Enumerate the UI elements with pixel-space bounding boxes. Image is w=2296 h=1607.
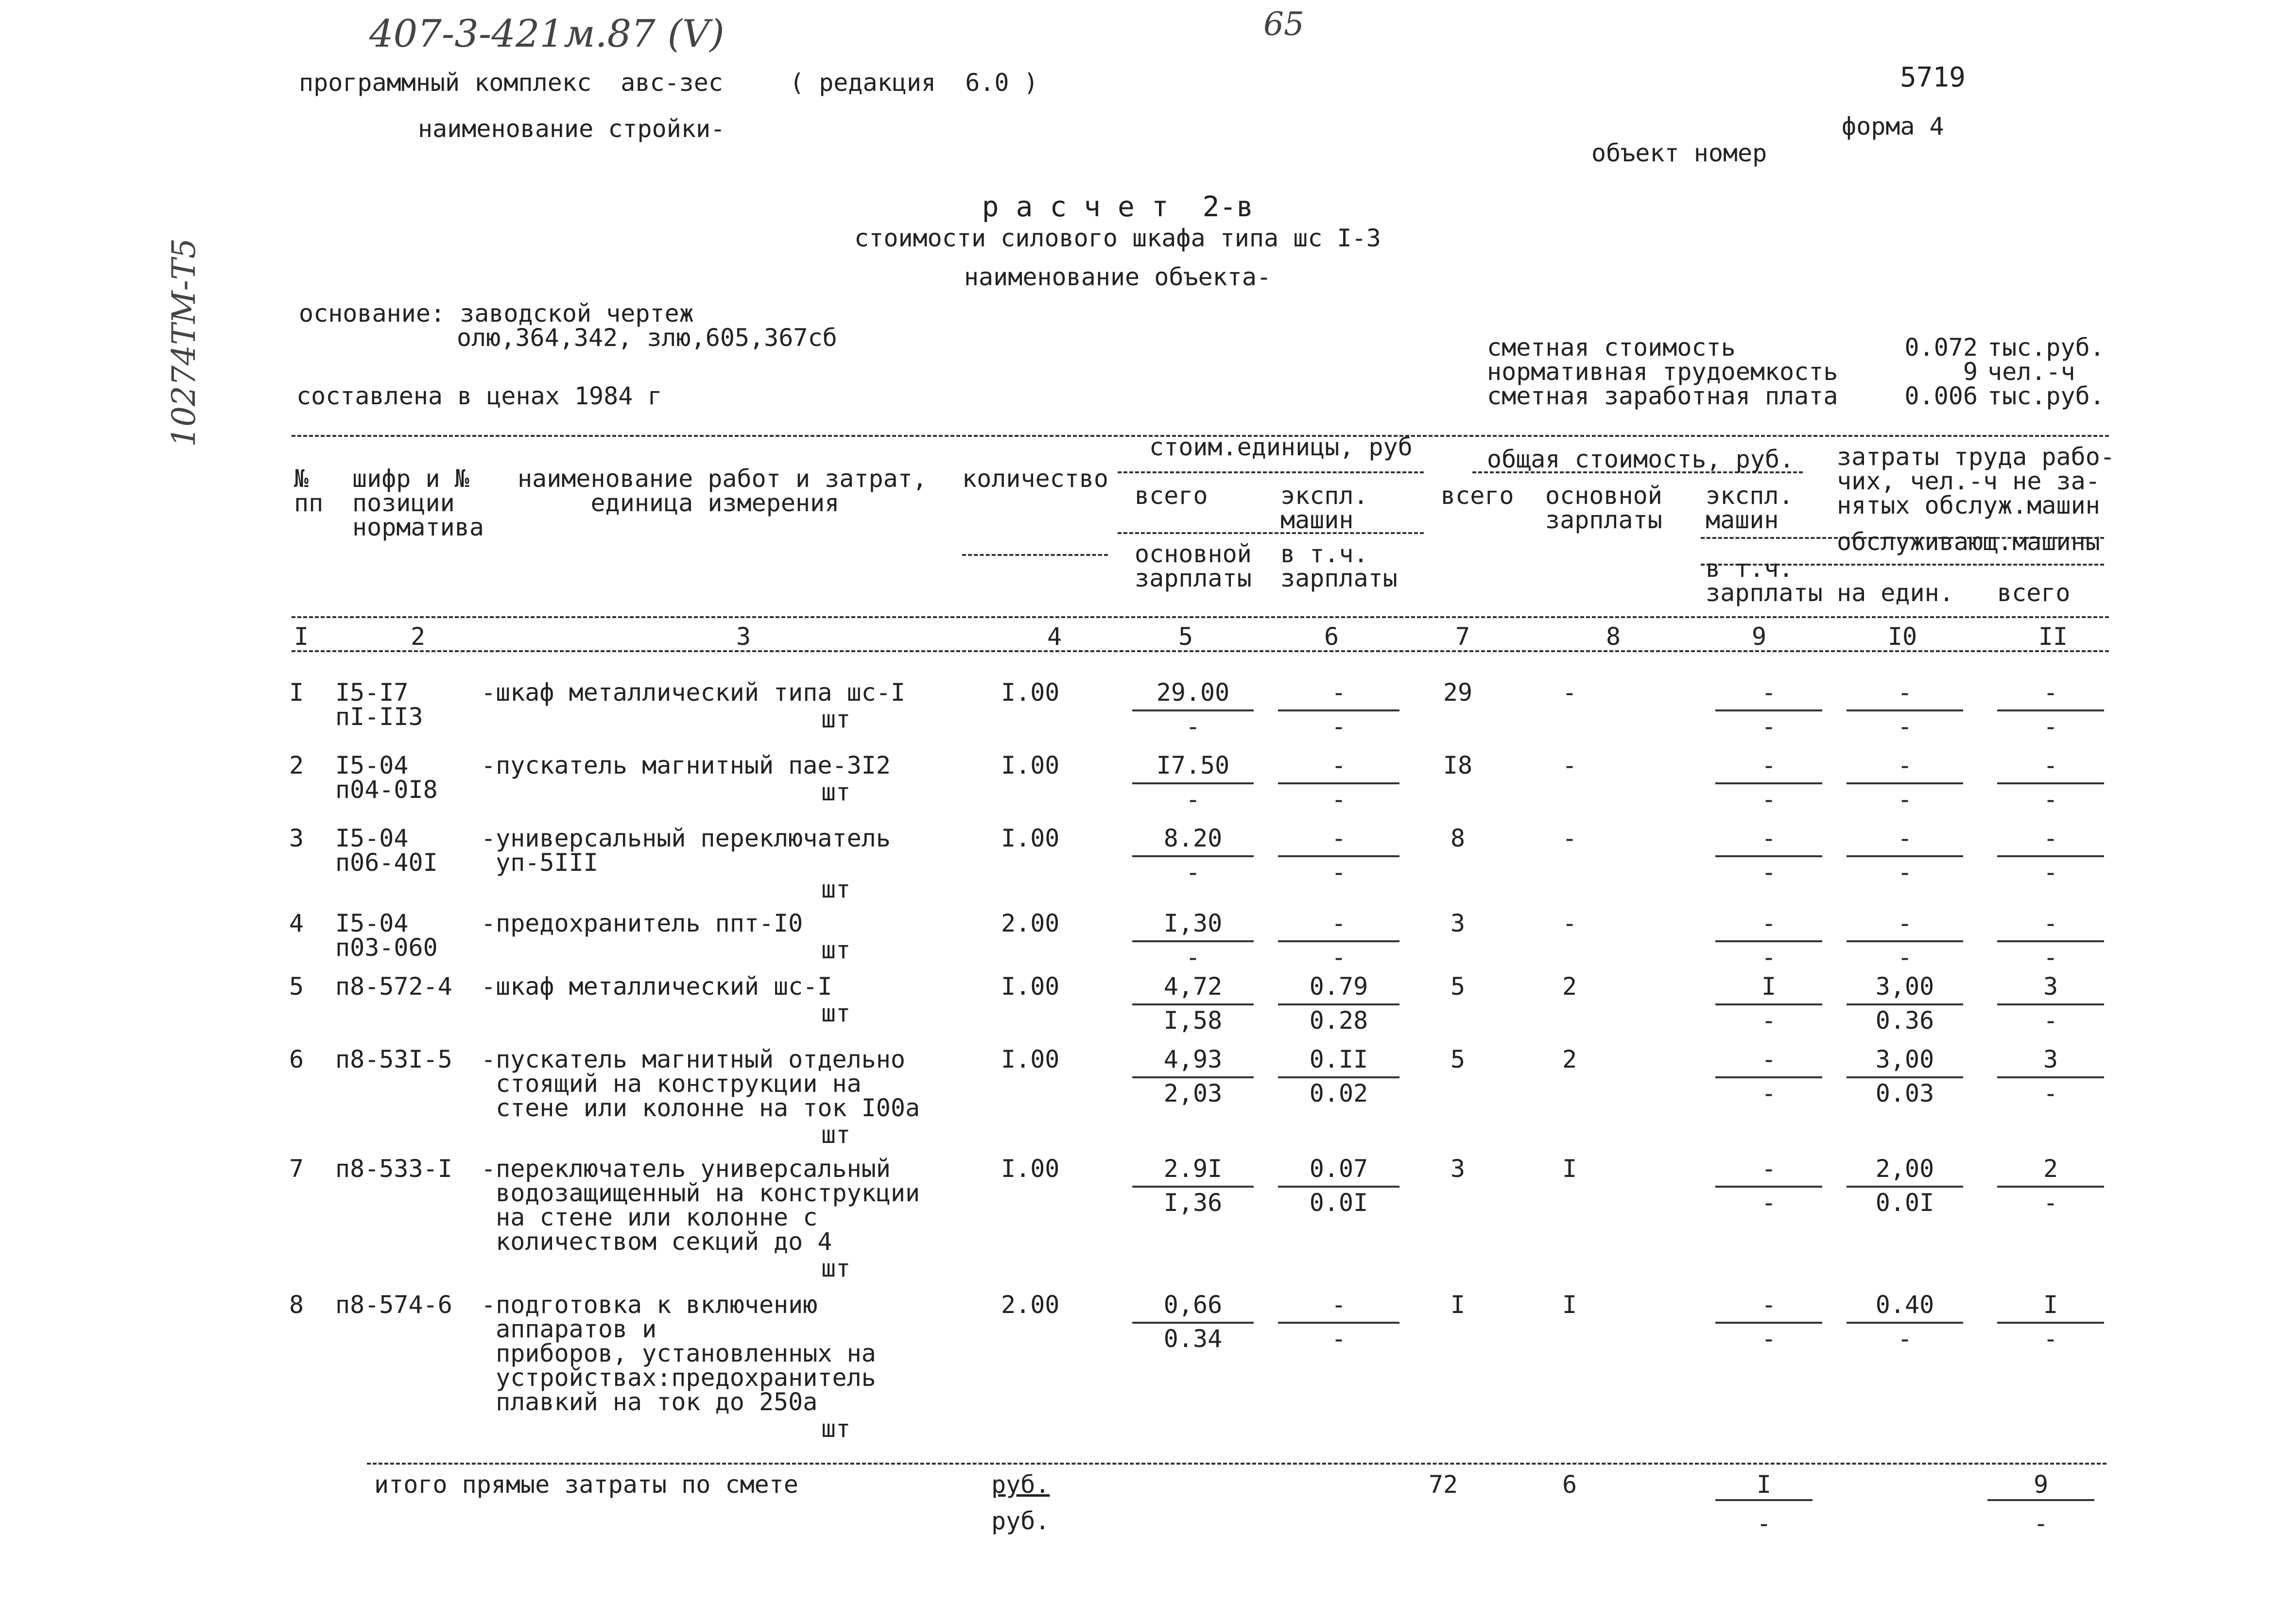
col-number: II — [2038, 622, 2068, 651]
row-unit: шт — [821, 778, 851, 806]
row-quantity: I.00 — [1001, 1045, 1060, 1073]
col-number: 2 — [410, 622, 426, 651]
unit-cost-machines: - — [1331, 1291, 1347, 1319]
document-title: р а с ч е т 2-в — [982, 190, 1254, 223]
header-rule — [292, 616, 2109, 618]
row-unit: шт — [821, 875, 851, 903]
unit-cost-machine-salary: 0.02 — [1309, 1079, 1368, 1107]
labor-total: - — [2043, 751, 2058, 779]
row-code: I5-04 п04-0I8 — [335, 751, 438, 804]
labor-total: - — [2043, 824, 2058, 852]
row-number: 4 — [289, 909, 304, 937]
labor-per-unit-service: - — [1897, 1325, 1913, 1353]
col-header-total-machines: экспл. машин — [1706, 482, 1794, 534]
row-quantity: 2.00 — [1001, 1291, 1060, 1319]
unit-cost-salary: 2,03 — [1163, 1079, 1223, 1107]
row-code: п8-574-6 — [335, 1291, 452, 1319]
unit-cost-machines-rule — [1278, 1076, 1399, 1078]
labor-total-service: - — [2043, 858, 2058, 886]
labor-per-unit-service: 0.36 — [1875, 1006, 1934, 1035]
unit-cost-total: 2.9I — [1163, 1155, 1223, 1183]
col-header-code: шифр и № позиции норматива — [352, 465, 484, 541]
summary-label: сметная стоимость — [1487, 333, 1736, 362]
labor-per-unit-rule — [1847, 709, 1963, 711]
row-code: I5-04 п03-060 — [335, 909, 438, 962]
unit-cost-machines-rule — [1278, 709, 1399, 711]
unit-cost-machine-salary: - — [1331, 943, 1347, 971]
labor-per-unit: 3,00 — [1875, 972, 1934, 1001]
col-number: 7 — [1455, 622, 1470, 651]
unit-cost-total: I,30 — [1163, 909, 1223, 937]
totals-unit-1: руб. — [991, 1470, 1050, 1499]
row-number: 6 — [289, 1045, 304, 1073]
total-salary: - — [1562, 909, 1577, 937]
unit-cost-salary: - — [1185, 943, 1201, 971]
col-header-unit-incl-salary: в т.ч. зарплаты — [1280, 540, 1398, 592]
col-header-no: № пп — [294, 465, 324, 517]
labor-per-unit: - — [1897, 824, 1913, 852]
labor-total: - — [2043, 909, 2058, 937]
row-name: -шкаф металлический шс-I — [481, 972, 832, 1001]
labor-total-service: - — [2043, 785, 2058, 813]
unit-cost-machines-rule — [1278, 940, 1399, 942]
labor-total: - — [2043, 678, 2058, 707]
unit-cost-salary: I,36 — [1163, 1189, 1223, 1217]
total-salary: I — [1562, 1155, 1577, 1183]
total-machines-rule — [1715, 940, 1822, 942]
total-machines: - — [1761, 751, 1777, 779]
labor-total-rule — [1997, 940, 2104, 942]
unit-cost-machine-salary: 0.28 — [1309, 1006, 1368, 1035]
total-machines-rule — [1715, 1003, 1822, 1005]
labor-total-service: - — [2043, 1325, 2058, 1353]
col-header-labor: затраты труда рабо- чих, чел.-ч не за- нятых обслуж.машин — [1837, 443, 2115, 519]
unit-cost-salary: - — [1185, 858, 1201, 886]
labor-per-unit-service: 0.0I — [1875, 1189, 1934, 1217]
labor-total-rule — [1997, 1186, 2104, 1188]
labor-total-rule — [1997, 782, 2104, 784]
row-name: -универсальный переключатель уп-5III — [481, 824, 891, 877]
row-unit: шт — [821, 999, 851, 1027]
unit-cost-machine-salary: - — [1331, 785, 1347, 813]
col-header-labor-total: всего — [1997, 579, 2071, 607]
object-name: наименование объекта- — [964, 263, 1272, 291]
unit-cost-total: 4,72 — [1163, 972, 1223, 1001]
total-machine-salary: - — [1761, 858, 1777, 886]
totals-machines-2: - — [1756, 1509, 1772, 1538]
unit-cost-machine-salary: - — [1331, 1325, 1347, 1353]
labor-total-service: - — [2043, 1079, 2058, 1107]
totals-unit-2: руб. — [991, 1507, 1050, 1535]
row-code: п8-53I-5 — [335, 1045, 452, 1073]
total-machines-rule — [1715, 855, 1822, 857]
totals-total: 72 — [1428, 1470, 1458, 1499]
total-machine-salary: - — [1761, 1325, 1777, 1353]
row-number: 7 — [289, 1155, 304, 1183]
labor-per-unit-service: - — [1897, 858, 1913, 886]
unit-cost-total: 29.00 — [1156, 678, 1230, 707]
row-quantity: I.00 — [1001, 1155, 1060, 1183]
total-machine-salary: - — [1761, 785, 1777, 813]
unit-cost-machines: 0.79 — [1309, 972, 1368, 1001]
unit-cost-total: 4,93 — [1163, 1045, 1223, 1073]
row-number: 5 — [289, 972, 304, 1001]
col-header-total-incl-salary: в т.ч. зарплаты — [1706, 554, 1823, 607]
col-header-labor-service: обслуживающ.машины — [1837, 528, 2100, 556]
construction-name: наименование стройки- — [418, 115, 725, 143]
row-number: 2 — [289, 751, 304, 779]
totals-machines-rule — [1715, 1499, 1813, 1501]
summary-unit: чел.-ч — [1987, 358, 2075, 386]
unit-cost-machine-salary: 0.0I — [1309, 1189, 1368, 1217]
unit-cost-machines-rule — [1278, 782, 1399, 784]
total-machines-rule — [1715, 709, 1822, 711]
col-number: I — [293, 622, 309, 651]
col-number: I0 — [1887, 622, 1917, 651]
col-header-total: всего — [1441, 482, 1514, 510]
unit-cost-machines-rule — [1278, 1003, 1399, 1005]
document-subtitle: стоимости силового шкафа типа шс I-3 — [854, 224, 1381, 252]
labor-per-unit-service: - — [1897, 943, 1913, 971]
unit-cost-total: 8.20 — [1163, 824, 1223, 852]
unit-cost-total-rule — [1132, 940, 1254, 942]
labor-total-service: - — [2043, 943, 2058, 971]
labor-per-unit-rule — [1847, 855, 1963, 857]
labor-total-service: - — [2043, 1189, 2058, 1217]
total-salary: I — [1562, 1291, 1577, 1319]
total-cost: I8 — [1443, 751, 1473, 779]
form-number: форма 4 — [1842, 112, 1944, 140]
unit-cost-machines-rule — [1278, 1322, 1399, 1324]
unit-cost-machines: - — [1331, 751, 1347, 779]
row-quantity: I.00 — [1001, 678, 1060, 707]
total-salary: - — [1562, 678, 1577, 707]
row-code: п8-572-4 — [335, 972, 452, 1001]
total-machines: - — [1761, 1291, 1777, 1319]
total-machines-rule — [1715, 782, 1822, 784]
totals-labor: 9 — [2033, 1470, 2049, 1499]
row-name: -подготовка к включению аппаратов и приборов, установленных на устройствах:предохранитель плавкий на ток до 250а — [481, 1291, 876, 1416]
labor-per-unit-rule — [1847, 1322, 1963, 1324]
row-quantity: I.00 — [1001, 972, 1060, 1001]
col-header-unit-cost: стоим.единицы, руб — [1149, 433, 1413, 461]
row-quantity: I.00 — [1001, 751, 1060, 779]
unit-cost-machine-salary: - — [1331, 712, 1347, 741]
labor-per-unit-rule — [1847, 1003, 1963, 1005]
total-cost: 8 — [1450, 824, 1466, 852]
handwritten-reference: 407-3-421м.87 (V) — [369, 12, 725, 56]
labor-total-rule — [1997, 1322, 2104, 1324]
total-machines: I — [1761, 972, 1777, 1001]
labor-per-unit-rule — [1847, 1076, 1963, 1078]
total-machine-salary: - — [1761, 1006, 1777, 1035]
prices-year: составлена в ценах 1984 г — [296, 382, 662, 410]
row-name: -предохранитель ппт-I0 — [481, 909, 803, 937]
total-cost: I — [1450, 1291, 1466, 1319]
total-machines: - — [1761, 824, 1777, 852]
header-rule — [962, 554, 1108, 556]
unit-cost-total-rule — [1132, 1322, 1254, 1324]
total-salary: - — [1562, 751, 1577, 779]
unit-cost-total-rule — [1132, 782, 1254, 784]
header-rule — [1118, 532, 1424, 534]
header-rule — [1118, 471, 1424, 473]
total-cost: 29 — [1443, 678, 1473, 707]
labor-total-service: - — [2043, 1006, 2058, 1035]
labor-per-unit-service: - — [1897, 785, 1913, 813]
program-name: программный комплекс авс-зес — [299, 69, 723, 97]
unit-cost-total-rule — [1132, 855, 1254, 857]
labor-per-unit-rule — [1847, 782, 1963, 784]
labor-per-unit: 0.40 — [1875, 1291, 1934, 1319]
labor-total: 3 — [2043, 972, 2058, 1001]
col-header-unit-machines: экспл. машин — [1280, 482, 1368, 534]
labor-per-unit-rule — [1847, 1186, 1963, 1188]
col-header-unit-total: всего — [1135, 482, 1208, 510]
total-cost: 3 — [1450, 1155, 1466, 1183]
row-code: п8-533-I — [335, 1155, 452, 1183]
total-machines-rule — [1715, 1076, 1822, 1078]
unit-cost-total-rule — [1132, 709, 1254, 711]
labor-per-unit: - — [1897, 751, 1913, 779]
col-number: 4 — [1047, 622, 1062, 651]
labor-per-unit-service: 0.03 — [1875, 1079, 1934, 1107]
summary-value: 9 — [1963, 358, 1978, 386]
total-cost: 3 — [1450, 909, 1466, 937]
labor-total-rule — [1997, 709, 2104, 711]
row-quantity: I.00 — [1001, 824, 1060, 852]
unit-cost-machines: - — [1331, 678, 1347, 707]
row-name: -пускатель магнитный пае-3I2 — [481, 751, 891, 779]
labor-per-unit: - — [1897, 678, 1913, 707]
row-name: -переключатель универсальный водозащищенный на конструкции на стене или колонне с количеством секций до 4 — [481, 1155, 920, 1256]
unit-cost-total: I7.50 — [1156, 751, 1230, 779]
row-name: -шкаф металлический типа шс-I — [481, 678, 905, 707]
row-unit: шт — [821, 1121, 851, 1149]
row-number: I — [289, 678, 304, 707]
totals-labor-2: - — [2033, 1509, 2049, 1538]
total-cost: 5 — [1450, 1045, 1466, 1073]
handwritten-side-code: 10274ТМ-Т5 — [165, 238, 203, 447]
unit-cost-machines: - — [1331, 909, 1347, 937]
document-number: 5719 — [1900, 62, 1966, 93]
totals-machines: I — [1756, 1470, 1772, 1499]
unit-cost-salary: - — [1185, 712, 1201, 741]
totals-labor-rule — [1987, 1499, 2094, 1501]
row-code: I5-04 п06-40I — [335, 824, 438, 877]
total-machine-salary: - — [1761, 1079, 1777, 1107]
total-machines: - — [1761, 1155, 1777, 1183]
summary-label: сметная заработная плата — [1487, 382, 1838, 410]
labor-total-rule — [1997, 855, 2104, 857]
unit-cost-salary: 0.34 — [1163, 1325, 1223, 1353]
col-header-labor-per-unit: на един. — [1837, 579, 1954, 607]
row-unit: шт — [821, 1254, 851, 1282]
unit-cost-machines-rule — [1278, 1186, 1399, 1188]
row-number: 8 — [289, 1291, 304, 1319]
unit-cost-salary: - — [1185, 785, 1201, 813]
labor-total: I — [2043, 1291, 2058, 1319]
summary-unit: тыс.руб. — [1987, 382, 2105, 410]
labor-per-unit: 2,00 — [1875, 1155, 1934, 1183]
totals-label: итого прямые затраты по смете — [374, 1470, 798, 1499]
handwritten-page-number: 65 — [1263, 5, 1304, 43]
row-code: I5-I7 пI-II3 — [335, 678, 423, 731]
col-header-unit-salary: основной зарплаты — [1135, 540, 1252, 592]
labor-total: 3 — [2043, 1045, 2058, 1073]
program-edition: ( редакция 6.0 ) — [790, 69, 1038, 97]
labor-total: 2 — [2043, 1155, 2058, 1183]
col-header-total-cost: общая стоимость, руб. — [1487, 445, 1795, 473]
col-number: 9 — [1751, 622, 1767, 651]
row-unit: шт — [821, 705, 851, 733]
labor-total-rule — [1997, 1003, 2104, 1005]
total-machines: - — [1761, 1045, 1777, 1073]
row-unit: шт — [821, 936, 851, 964]
unit-cost-machines: 0.II — [1309, 1045, 1368, 1073]
row-name: -пускатель магнитный отдельно стоящий на конструкции на стене или колонне на ток I00а — [481, 1045, 920, 1122]
total-machine-salary: - — [1761, 712, 1777, 741]
summary-unit: тыс.руб. — [1987, 333, 2105, 362]
header-rule — [292, 650, 2109, 652]
total-machines: - — [1761, 678, 1777, 707]
unit-cost-total: 0,66 — [1163, 1291, 1223, 1319]
labor-per-unit: 3,00 — [1875, 1045, 1934, 1073]
summary-value: 0.072 — [1904, 333, 1978, 362]
col-number: 3 — [736, 622, 751, 651]
col-number: 8 — [1605, 622, 1621, 651]
unit-cost-salary: I,58 — [1163, 1006, 1223, 1035]
total-machines-rule — [1715, 1322, 1822, 1324]
labor-per-unit: - — [1897, 909, 1913, 937]
row-number: 3 — [289, 824, 304, 852]
col-header-name: наименование работ и затрат, единица измерения — [518, 465, 927, 517]
unit-cost-total-rule — [1132, 1076, 1254, 1078]
total-machine-salary: - — [1761, 943, 1777, 971]
col-header-qty: количество — [962, 465, 1109, 493]
unit-cost-machines: - — [1331, 824, 1347, 852]
row-quantity: 2.00 — [1001, 909, 1060, 937]
total-salary: - — [1562, 824, 1577, 852]
labor-per-unit-service: - — [1897, 712, 1913, 741]
unit-cost-machines-rule — [1278, 855, 1399, 857]
col-number: 6 — [1324, 622, 1339, 651]
col-header-total-salary: основной зарплаты — [1545, 482, 1662, 534]
row-unit: шт — [821, 1415, 851, 1443]
total-cost: 5 — [1450, 972, 1466, 1001]
total-salary: 2 — [1562, 1045, 1577, 1073]
unit-cost-total-rule — [1132, 1003, 1254, 1005]
total-machines: - — [1761, 909, 1777, 937]
unit-cost-total-rule — [1132, 1186, 1254, 1188]
col-number: 5 — [1178, 622, 1193, 651]
labor-total-service: - — [2043, 712, 2058, 741]
unit-cost-machine-salary: - — [1331, 858, 1347, 886]
basis-line-1: основание: заводской чертеж — [299, 299, 694, 328]
total-machine-salary: - — [1761, 1189, 1777, 1217]
basis-line-2: олю,364,342, злю,605,367сб — [457, 324, 837, 352]
labor-total-rule — [1997, 1076, 2104, 1078]
unit-cost-machines: 0.07 — [1309, 1155, 1368, 1183]
total-salary: 2 — [1562, 972, 1577, 1001]
totals-salary: 6 — [1562, 1470, 1577, 1499]
summary-label: нормативная трудоемкость — [1487, 358, 1838, 386]
summary-value: 0.006 — [1904, 382, 1978, 410]
object-number: объект номер — [1591, 139, 1767, 167]
totals-rule — [367, 1463, 2106, 1465]
total-machines-rule — [1715, 1186, 1822, 1188]
labor-per-unit-rule — [1847, 940, 1963, 942]
